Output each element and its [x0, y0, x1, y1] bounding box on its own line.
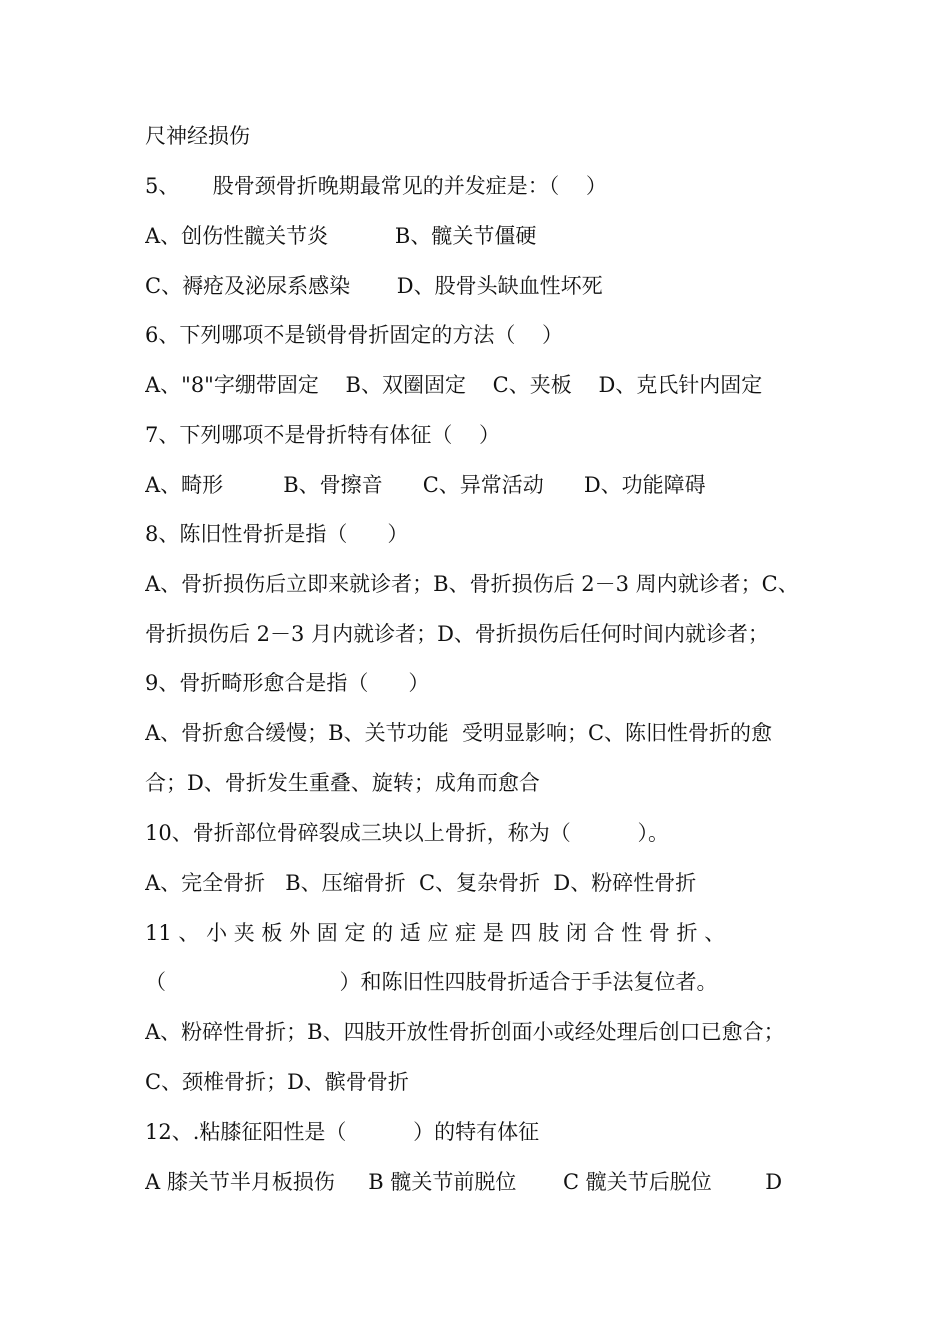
question-6: 6、下列哪项不是锁骨骨折固定的方法（ ）	[145, 323, 564, 347]
question-10: 10、骨折部位骨碎裂成三块以上骨折，称为（ ）。	[145, 821, 669, 845]
question-8: 8、陈旧性骨折是指（ ）	[145, 522, 409, 546]
question-12: 12、.粘膝征阳性是（ ）的特有体征	[145, 1120, 540, 1144]
question-11-line1: 11 、 小 夹 板 外 固 定 的 适 应 症 是 四 肢 闭 合 性 骨 折 、	[145, 921, 726, 945]
question-7-options: A、畸形 B、骨擦音 C、异常活动 D、功能障碍	[145, 473, 706, 497]
question-11-options-line1: A、粉碎性骨折；B、四肢开放性骨折创面小或经处理后创口已愈合；	[145, 1020, 785, 1044]
question-5: 5、 股骨颈骨折晚期最常见的并发症是：（ ）	[145, 174, 607, 198]
question-11-line2: （ ）和陈旧性四肢骨折适合于手法复位者。	[145, 970, 718, 994]
question-8-options-line1: A、骨折损伤后立即来就诊者；B、骨折损伤后 2－3 周内就诊者；C、	[145, 572, 799, 596]
question-9: 9、骨折畸形愈合是指（ ）	[145, 671, 430, 695]
question-12-options: A 膝关节半月板损伤 B 髋关节前脱位 C 髋关节后脱位 D	[145, 1170, 783, 1194]
question-9-options-line2: 合；D、骨折发生重叠、旋转；成角而愈合	[145, 771, 540, 795]
question-5-options-cd: C、褥疮及泌尿系感染 D、股骨头缺血性坏死	[145, 274, 603, 298]
question-5-options-ab: A、创伤性髋关节炎 B、髋关节僵硬	[145, 224, 537, 248]
question-6-options: A、"8"字绷带固定 B、双圈固定 C、夹板 D、克氏针内固定	[145, 373, 763, 397]
question-7: 7、下列哪项不是骨折特有体征（ ）	[145, 423, 501, 447]
question-9-options-line1: A、骨折愈合缓慢；B、关节功能 受明显影响；C、陈旧性骨折的愈	[145, 721, 773, 745]
question-11-options-line2: C、颈椎骨折；D、髌骨骨折	[145, 1070, 409, 1094]
question-10-options: A、完全骨折 B、压缩骨折 C、复杂骨折 D、粉碎性骨折	[145, 871, 697, 895]
question-8-options-line2: 骨折损伤后 2－3 月内就诊者；D、骨折损伤后任何时间内就诊者；	[145, 622, 769, 646]
text-line: 尺神经损伤	[145, 124, 250, 148]
